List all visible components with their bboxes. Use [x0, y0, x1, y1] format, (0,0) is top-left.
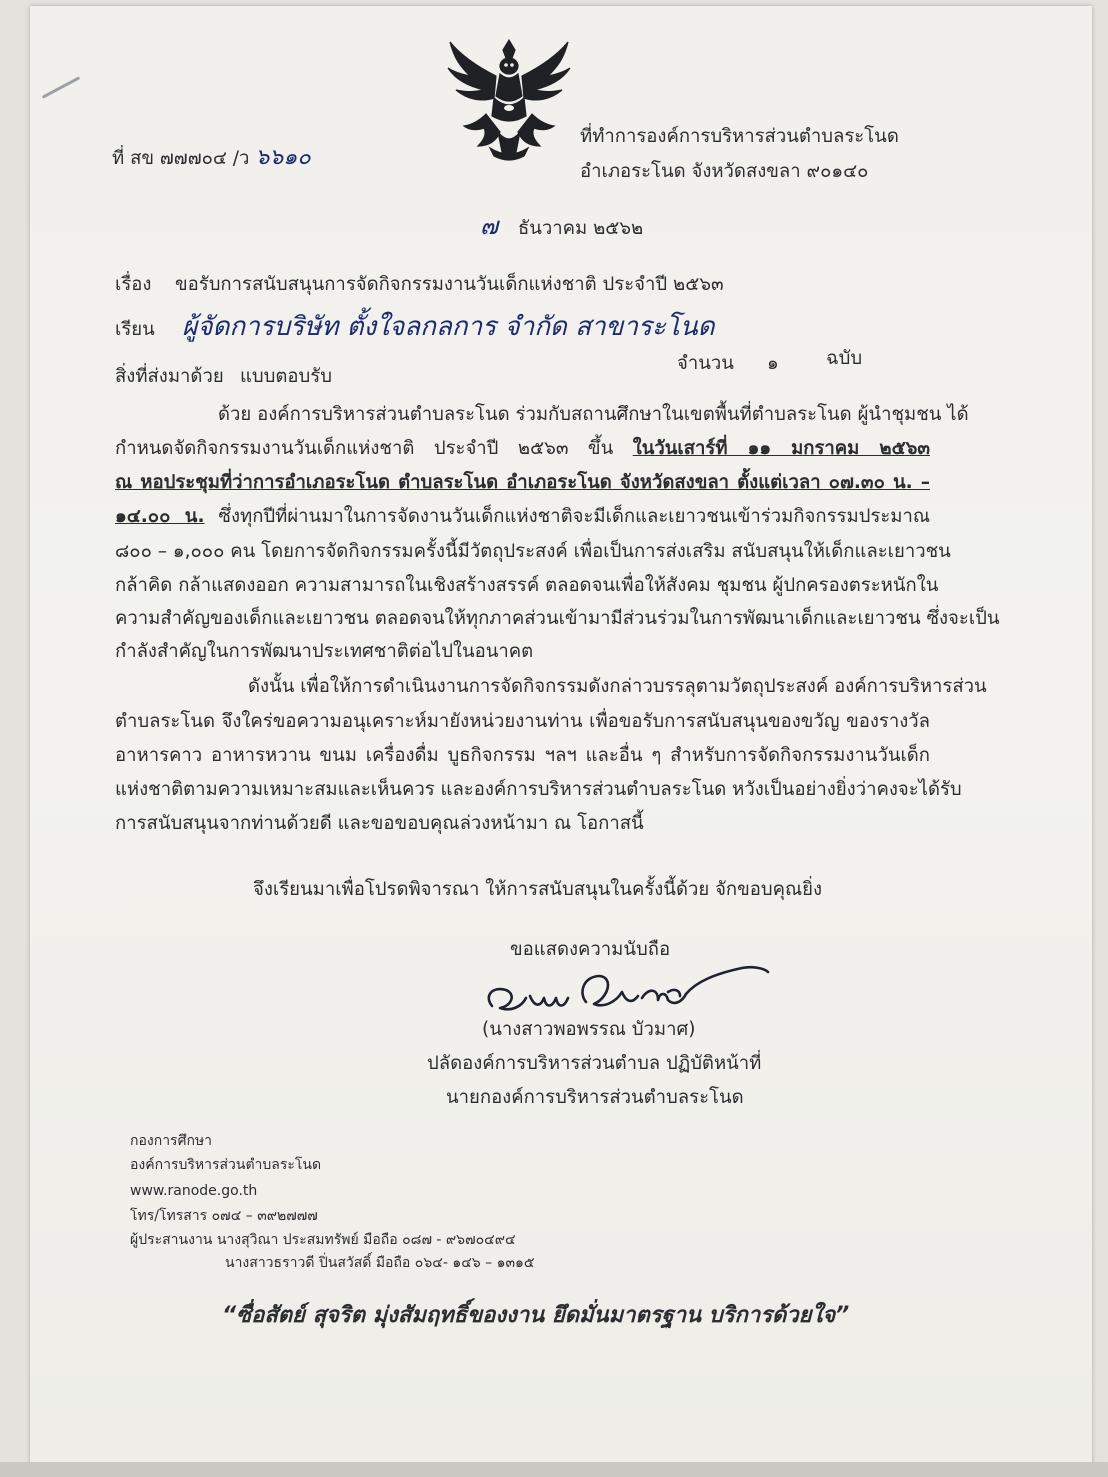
signatory-position-line2: นายกองค์การบริหารส่วนตำบลระโนด [446, 1087, 744, 1108]
letter-date: ๗ ธันวาคม ๒๕๖๒ [480, 212, 644, 240]
footer-department: กองการศึกษา [130, 1133, 213, 1149]
garuda-emblem-icon [446, 36, 572, 164]
body-paragraph1-line: ๘๐๐ – ๑,๐๐๐ คน โดยการจัดกิจกรรมครั้งนี้มีวัตถุประสงค์ เพื่อเป็นการส่งเสริม สนับสนุนให้เด็กและเยาวชน [115, 541, 951, 562]
closing-sentence: จึงเรียนมาเพื่อโปรดพิจารณา ให้การสนับสนุนในครั้งนี้ด้วย จักขอบคุณยิ่ง [253, 879, 823, 900]
body-paragraph2-line: ดังนั้น เพื่อให้การดำเนินงานการจัดกิจกรรมดังกล่าวบรรลุตามวัตถุประสงค์ องค์การบริหารส่วน [248, 676, 987, 697]
enclosure-item: แบบตอบรับ [240, 366, 332, 387]
body-paragraph1-line: ความสำคัญของเด็กและเยาวชน ตลอดจนให้ทุกภาคส่วนเข้ามามีส่วนร่วมในการพัฒนาเด็กและเยาวชน ซึ่งจะเป็น [115, 608, 1000, 629]
table-surface [0, 1462, 1108, 1477]
enclosure-label: สิ่งที่ส่งมาด้วย [115, 366, 224, 387]
body-paragraph1-line: กำหนดจัดกิจกรรมงานวันเด็กแห่งชาติ ประจำปี ๒๕๖๓ ขึ้น ในวันเสาร์ที่ ๑๑ มกราคม ๒๕๖๓ [115, 438, 930, 459]
body-paragraph2-line: แห่งชาติตามความเหมาะสมและเห็นควร และองค์การบริหารส่วนตำบลระโนด หวังเป็นอย่างยิ่งว่าคงจะได้รับ [115, 779, 962, 800]
body-paragraph1-line: ด้วย องค์การบริหารส่วนตำบลระโนด ร่วมกับสถานศึกษาในเขตพื้นที่ตำบลระโนด ผู้นำชุมชน ได้ [218, 404, 969, 425]
footer-coordinator1: ผู้ประสานงาน นางสุวิณา ประสมทรัพย์ มือถือ ๐๘๗ - ๙๖๗๐๔๙๔ [130, 1232, 516, 1248]
event-date-emphasis: ในวันเสาร์ที่ ๑๑ มกราคม ๒๕๖๓ [632, 438, 930, 459]
signatory-name: (นางสาวพอพรรณ บัวมาศ) [482, 1019, 696, 1040]
footer-organization: องค์การบริหารส่วนตำบลระโนด [130, 1157, 322, 1173]
handwritten-signature [482, 962, 772, 1024]
footer-coordinator2: นางสาวธราวดี ปิ่นสวัสดิ์ มือถือ ๐๖๔- ๑๔๖ – ๑๓๑๕ [225, 1255, 535, 1271]
organization-motto: “ซื่อสัตย์ สุจริต มุ่งสัมฤทธิ์ของงาน ยึดมั่นมาตรฐาน บริการด้วยใจ” [222, 1303, 850, 1328]
handwritten-reference: ๖๖๑๐ [255, 145, 311, 170]
body-paragraph1-line: กำลังสำคัญในการพัฒนาประเทศชาติต่อไปในอนาคต [115, 641, 534, 662]
signatory-position-line1: ปลัดองค์การบริหารส่วนตำบล ปฏิบัติหน้าที่ [427, 1053, 762, 1074]
office-address-line2: อำเภอระโนด จังหวัดสงขลา ๙๐๑๔๐ [580, 161, 869, 182]
subject-text: ขอรับการสนับสนุนการจัดกิจกรรมงานวันเด็กแห่งชาติ ประจำปี ๒๕๖๓ [175, 274, 724, 295]
subject-label: เรื่อง [115, 274, 152, 295]
enclosure-qty: ๑ [767, 353, 779, 374]
recipient-label: เรียน [115, 319, 155, 340]
regards: ขอแสดงความนับถือ [510, 939, 671, 960]
enclosure-qty-label: จำนวน [677, 353, 734, 374]
body-paragraph2-line: ตำบลระโนด จึงใคร่ขอความอนุเคราะห์มายังหน่วยงานท่าน เพื่อขอรับการสนับสนุนของขวัญ ของรางวัล [115, 711, 930, 732]
body-paragraph2-line: การสนับสนุนจากท่านด้วยดี และขอขอบคุณล่วงหน้ามา ณ โอกาสนี้ [115, 813, 644, 834]
body-paragraph2-line: อาหารคาว อาหารหวาน ขนม เครื่องดื่ม บูธกิจกรรม ฯลฯ และอื่น ๆ สำหรับการจัดกิจกรรมงานวันเด็ก [115, 745, 930, 766]
footer-website: www.ranode.go.th [130, 1183, 258, 1199]
handwritten-date-day: ๗ [480, 212, 499, 240]
office-address-line1: ที่ทำการองค์การบริหารส่วนตำบลระโนด [580, 126, 899, 147]
event-end-time-emphasis: ๑๔.๐๐ น. [115, 506, 205, 527]
reference-number: ที่ สข ๗๗๗๐๔ /ว ๖๖๑๐ [112, 145, 311, 170]
event-venue-emphasis: ณ หอประชุมที่ว่าการอำเภอระโนด ตำบลระโนด อำเภอระโนด จังหวัดสงขลา ตั้งแต่เวลา ๐๗.๓๐ น. – [115, 472, 930, 493]
body-paragraph1-line: ๑๔.๐๐ น. ซึ่งทุกปีที่ผ่านมาในการจัดงานวันเด็กแห่งชาติจะมีเด็กและเยาวชนเข้าร่วมกิจกรรมประมาณ [115, 506, 930, 527]
handwritten-recipient: ผู้จัดการบริษัท ตั้งใจลกลการ จำกัด สาขาระโนด [182, 312, 715, 342]
enclosure-unit: ฉบับ [826, 348, 863, 369]
body-paragraph1-line: กล้าคิด กล้าแสดงออก ความสามารถในเชิงสร้างสรรค์ ตลอดจนเพื่อให้สังคม ชุมชน ผู้ปกครองตระหนักใน [115, 575, 939, 596]
footer-phone: โทร/โทรสาร ๐๗๔ – ๓๙๒๗๗๗ [130, 1208, 318, 1224]
